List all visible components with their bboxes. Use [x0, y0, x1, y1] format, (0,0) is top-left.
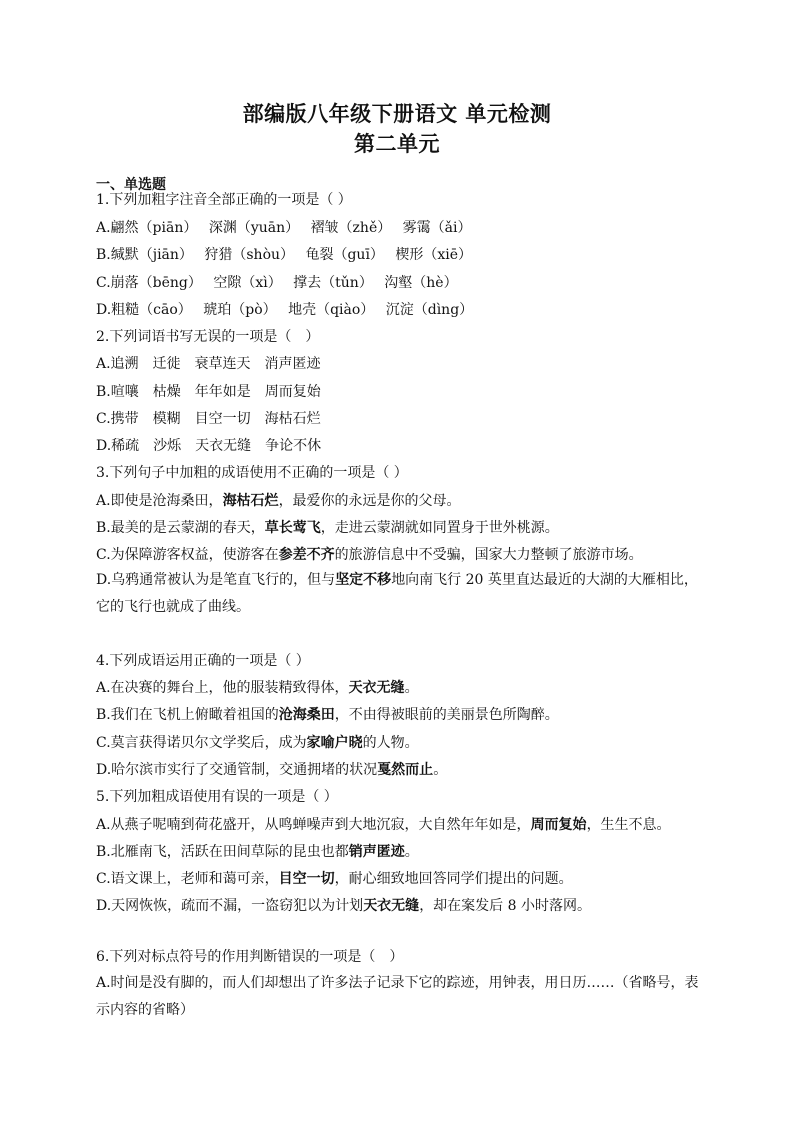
question-1-stem: 1.下列加粗字注音全部正确的一项是（ ） [96, 192, 352, 208]
bold-idiom: 草长莺飞 [264, 520, 321, 536]
option-text: C.莫言获得诺贝尔文学奖后，成为 [96, 735, 307, 751]
bold-idiom: 戛然而止 [377, 762, 434, 778]
option-text: ，却在案发后 8 小时落网。 [419, 898, 591, 914]
bold-idiom: 海枯石烂 [222, 493, 279, 509]
bold-idiom: 天衣无缝 [348, 680, 405, 696]
option-text: 。 [404, 680, 419, 696]
question-5-stem: 5.下列加粗成语使用有误的一项是（ ） [96, 789, 338, 805]
question-5-option-b [96, 843, 419, 861]
option-text: B.我们在飞机上俯瞰着祖国的 [96, 707, 279, 723]
option-text: C.为保障游客权益，使游客在 [96, 547, 279, 563]
question-2-option-c: C.携带 模糊 目空一切 海枯石烂 [96, 411, 321, 427]
question-6-option-a: A.时间是没有脚的，而人们却想出了许多法子记录下它的踪迹，用钟表，用日历……（省略号，表示内容的省略） [96, 975, 699, 1018]
question-4-stem: 4.下列成语运用正确的一项是（ ） [96, 653, 310, 669]
option-text: 的人物。 [362, 735, 419, 751]
question-2-option-a: A.追溯 迁徙 衰草连天 消声匿迹 [96, 356, 321, 372]
page-subtitle: 第二单元 [354, 131, 440, 156]
bold-idiom: 销声匿迹 [348, 844, 405, 860]
bold-idiom: 坚定不移 [335, 572, 392, 588]
question-4-option-d [96, 761, 447, 779]
option-text: ，生生不息。 [586, 817, 671, 833]
question-5-option-d [96, 897, 591, 915]
option-text: D.哈尔滨市实行了交通管制，交通拥堵的状况 [96, 762, 378, 778]
question-1-option-d: D.粗糙（cāo） 琥珀（pò） 地壳（qiào） 沉淀（dìng） [96, 302, 474, 318]
option-text: 的旅游信息中不受骗，国家大力整顿了旅游市场。 [334, 547, 643, 563]
question-2-option-b: B.喧嚷 枯燥 年年如是 周而复始 [96, 384, 321, 400]
option-text: B.最美的是云蒙湖的春天， [96, 520, 265, 536]
bold-idiom: 家喻户晓 [306, 735, 363, 751]
option-text: A.从燕子呢喃到荷花盛开，从鸣蝉噪声到大地沉寂，大自然年年如是， [96, 817, 531, 833]
question-3-option-c [96, 546, 643, 564]
question-3-stem: 3.下列句子中加粗的成语使用不正确的一项是（ ） [96, 465, 408, 481]
option-text: 。 [404, 844, 419, 860]
option-text: C.语文课上，老师和蔼可亲， [96, 871, 279, 887]
bold-idiom: 目空一切 [278, 871, 335, 887]
option-text: 。 [433, 762, 448, 778]
question-5-option-a [96, 816, 671, 834]
section-heading: 一、单选题 [96, 177, 166, 193]
question-4-option-c [96, 734, 419, 752]
option-text: ，走进云蒙湖就如同置身于世外桃源。 [320, 520, 559, 536]
question-1-option-b: B.缄默（jiān） 狩猎（shòu） 龟裂（guī） 楔形（xiē） [96, 247, 473, 263]
question-4-option-a [96, 679, 419, 697]
option-text: D.天网恢恢，疏而不漏，一盗窃犯以为计划 [96, 898, 364, 914]
question-2-option-d: D.稀疏 沙烁 天衣无缝 争论不休 [96, 438, 322, 454]
bold-idiom: 沧海桑田 [278, 707, 335, 723]
page-title: 部编版八年级下册语文 单元检测 [242, 101, 552, 126]
question-4-option-b [96, 706, 559, 724]
option-text: ，最爱你的永远是你的父母。 [278, 493, 461, 509]
question-1-option-c: C.崩落（bēng） 空隙（xì） 撑去（tǔn） 沟壑（hè） [96, 275, 458, 291]
question-3-option-d [96, 567, 706, 621]
option-text: 地向南飞行 20 英里直达最近的大湖的大雁相比，它的飞行也就成了曲线。 [96, 572, 698, 615]
bold-idiom: 周而复始 [530, 817, 587, 833]
option-text: B.北雁南飞，活跃在田间草际的昆虫也都 [96, 844, 349, 860]
question-3-option-a [96, 492, 461, 510]
question-3-option-b [96, 519, 559, 537]
question-6-stem: 6.下列对标点符号的作用判断错误的一项是（ ） [96, 949, 404, 965]
option-text: ，耐心细致地回答同学们提出的问题。 [334, 871, 573, 887]
question-5-option-c [96, 870, 573, 888]
option-text: A.即使是沧海桑田， [96, 493, 223, 509]
option-text: D.乌鸦通常被认为是笔直飞行的，但与 [96, 572, 336, 588]
bold-idiom: 天衣无缝 [363, 898, 420, 914]
bold-idiom: 参差不齐 [278, 547, 335, 563]
option-text: A.在决赛的舞台上，他的服装精致得体， [96, 680, 349, 696]
question-1-option-a: A.翩然（piān） 深渊（yuān） 褶皱（zhě） 雾霭（ǎi） [96, 220, 472, 236]
option-text: ，不由得被眼前的美丽景色所陶醉。 [334, 707, 559, 723]
question-2-stem: 2.下列词语书写无误的一项是（ ） [96, 329, 320, 345]
